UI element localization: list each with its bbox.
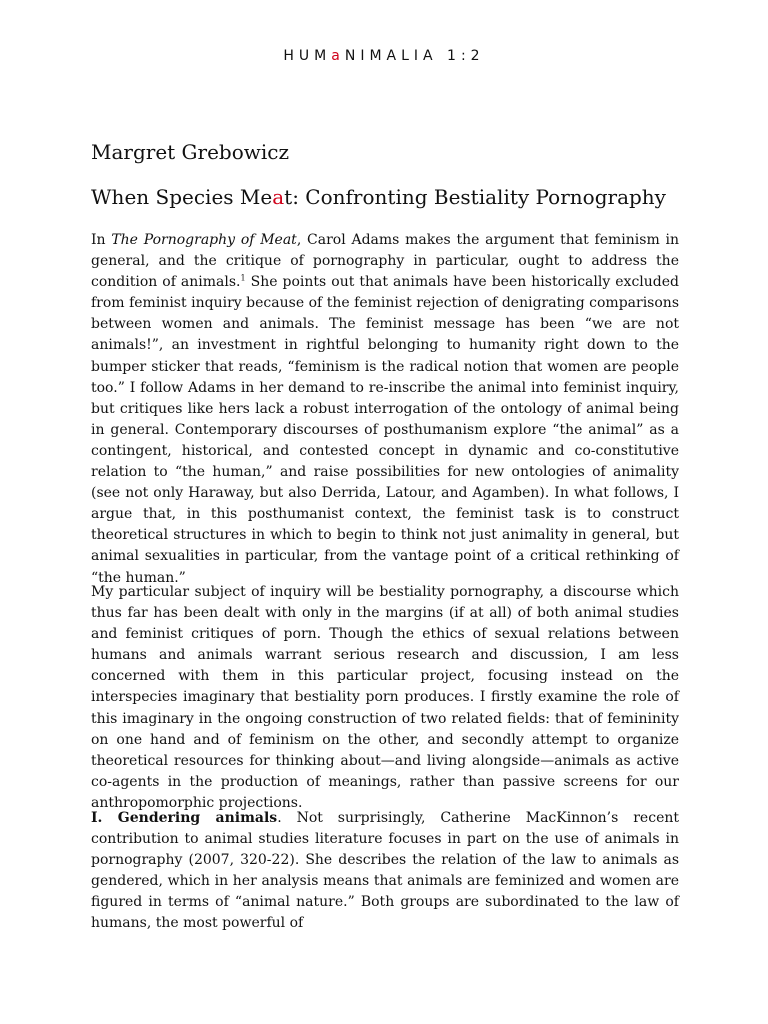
title-part-after: t: Confronting Bestiality Pornography — [284, 185, 666, 209]
author-name: Margret Grebowicz — [91, 140, 290, 164]
article-title — [91, 185, 666, 209]
p1-text-a: , Carol Adams makes the argument that feminism in general, and the critique of pornography in particular, ought to address the condition of animals. — [91, 232, 679, 291]
running-head-prefix: HUM — [283, 48, 332, 64]
title-accent-letter: a — [272, 185, 285, 209]
p1-lead: In — [91, 232, 112, 248]
p1-text-b: She points out that animals have been historically excluded from feminist inquiry because of the feminist rejection of denigrating comparisons between women and animals. The feminist message has been “we are not animals!”, an investment in rightful belonging to humanity right down to the bumper sticker that reads, “feminism is the radical notion that women are people too.” I follow Adams in her demand to re-inscribe the animal into feminist inquiry, but critiques like hers lack a robust interrogation of the ontology of animal being in general. Contemporary discourses of posthumanism explore “the animal” as a contingent, historical, and contested concept in dynamic and co-constitutive relation to “the human,” and raise possibilities for new ontologies of animality (see not only Haraway, but also Derrida, Latour, and Agamben). In what follows, I argue that, in this posthumanist context, the feminist task is to construct theoretical structures in which to begin to think not just animality in general, but animal sexualities in particular, from the vantage point of a critical rethinking of “the human.” — [91, 274, 679, 586]
paragraph-2: My particular subject of inquiry will be bestiality pornography, a discourse which thus far has been dealt with only in the margins (if at all) of both animal studies and feminist critiques of porn. Though the ethics of sexual relations between humans and animals warrant serious research and discussion, I am less concerned with them in this particular project, focusing instead on the interspecies imaginary that bestiality porn produces. I firstly examine the role of this imaginary in the ongoing construction of two related fields: that of femininity on one hand and of feminism on the other, and secondly attempt to organize theoretical resources for thinking about—and living alongside—animals as active co-agents in the production of meanings, rather than passive screens for our anthropomorphic projections. — [91, 584, 679, 811]
p3-text: . Not surprisingly, Catherine MacKinnon’s recent contribution to animal studies literature focuses in part on the use of animals in pornography (2007, 320-22). She describes the relation of the law to animals as gendered, which in her analysis means that animals are feminized and women are figured in terms of “animal nature.” Both groups are subordinated to the law of humans, the most powerful of — [91, 810, 679, 932]
paragraph-1 — [91, 230, 679, 589]
footnote-marker[interactable]: 1 — [240, 273, 246, 283]
title-part-before: When Species Me — [91, 185, 273, 209]
running-head-accent: a — [331, 48, 345, 64]
book-title: The Pornography of Meat — [111, 232, 297, 248]
running-head-suffix: NIMALIA 1:2 — [344, 48, 485, 64]
paragraph-3 — [91, 808, 679, 935]
running-head — [0, 48, 768, 64]
section-heading: I. Gendering animals — [91, 810, 278, 826]
